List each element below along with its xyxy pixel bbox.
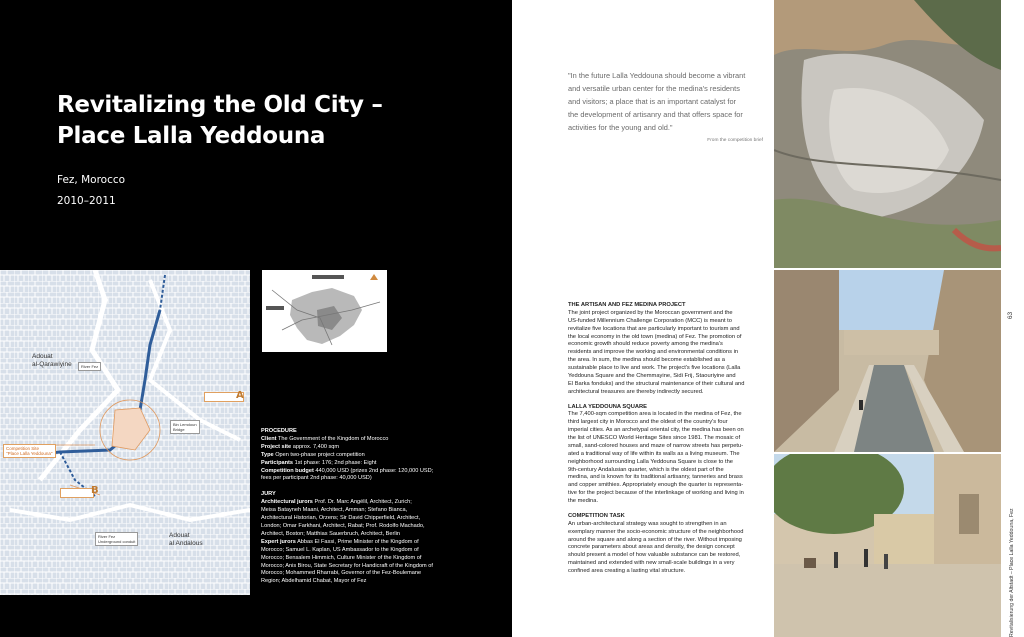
- box-bin-lemdoun: Bin Lemdoun Bridge: [170, 420, 200, 434]
- right-page: [512, 0, 1024, 637]
- square-photo-drawing: [774, 454, 1001, 637]
- body-text: [568, 302, 768, 576]
- jury-line: Region; Abdelhamid Chabat, Mayor of Fez: [261, 578, 367, 585]
- procedure-client: Client The Government of the Kingdom of Morocco: [261, 435, 389, 442]
- page-title: [57, 90, 477, 152]
- jury-heading: JURY: [261, 491, 276, 498]
- square-photo: [774, 454, 1001, 637]
- jury-line: Architect, Boston; Matthias Sauerbruch, Architect, Berlin: [261, 530, 400, 537]
- procedure-jury-block: [261, 428, 461, 586]
- label-adouat-qarawiyine: Adouat al-Qarawiyine: [32, 353, 72, 368]
- text-line: An urban-architectural strategy was sought to strengthen in an: [568, 520, 727, 527]
- canal-photo-drawing: [774, 270, 1001, 452]
- text-line: the area. In sum, the medina should become established as a: [568, 357, 725, 364]
- text-line: ated a traditional way of life within its walls as a living museum. The: [568, 450, 740, 457]
- quote-source: From the competition brief: [707, 138, 763, 143]
- text-line: third largest city in Morocco and the oldest of the country's four: [568, 419, 728, 426]
- side-running-caption: Revitalisierung der Altstadt – Place Lalla Yeddouna, Fez: [1009, 508, 1015, 637]
- text-line: exemplary manner the socio-economic structure of the neighborhood: [568, 528, 744, 535]
- page-number: 63: [1007, 311, 1015, 320]
- procedure-site: Project site approx. 7,400 sqm: [261, 443, 340, 450]
- text-line: The joint project organized by the Moroccan government and the: [568, 309, 733, 316]
- jury-line: Morocco; Mohammed Rharrabi, Governor of the Fez-Boulemane: [261, 570, 422, 577]
- text-line: around the square and along a section of the river. Without imposing: [568, 536, 742, 543]
- jury-line: Morocco; Samuel L. Kaplan, US Ambassador to the Kingdom of: [261, 546, 419, 553]
- location: Fez, Morocco: [57, 174, 126, 186]
- marker-b: B: [91, 485, 99, 496]
- text-line: the medina.: [568, 498, 599, 504]
- procedure-participants: Participants 1st phase: 176; 2nd phase: Eight: [261, 459, 377, 466]
- jury-line: Architectural Historian, Orzens; Sir David Chipperfield, Architect,: [261, 515, 421, 522]
- locator-map: [262, 270, 387, 352]
- quote: [568, 69, 768, 134]
- text-line: The 7,400-sqm competition area is located in the medina of Fez, the: [568, 411, 742, 418]
- text-line: the list of UNESCO World Heritage Sites since 1981. The mosaic of: [568, 435, 741, 441]
- quote-line: "In the future Lalla Yeddouna should become a vibrant: [568, 71, 746, 80]
- jury-line: London; Omar Farkhani, Architect, Rabat; Prof. Rodolfo Machado,: [261, 522, 425, 529]
- quote-line: and visitors; a place that is an important catalyst for: [568, 97, 737, 106]
- quote-line: the development of artisanry and that offers space for: [568, 110, 743, 119]
- text-line: 9th-century Andalusian quarter, which is the oldest part of the: [568, 466, 724, 473]
- box-river-underground: River Fez Underground conduit: [95, 532, 138, 546]
- text-line: concrete parameters about areas and density, the design concept: [568, 544, 735, 551]
- text-line: imperial cities. As an archetypal oriental city, the medina has been on: [568, 427, 744, 434]
- text-line: maintained and extended with new small-scale buildings in a very: [568, 560, 735, 567]
- locator-map-drawing: [262, 270, 387, 352]
- site-map: [0, 270, 250, 595]
- text-line: small, sand-colored houses and maze of narrow streets has perpetu-: [568, 442, 744, 449]
- aerial-photo: [774, 0, 1001, 268]
- label-adouat-andalous: Adouat al Andalous: [169, 532, 203, 547]
- text-line: confined area creating a lasting vital structure.: [568, 568, 686, 574]
- text-line: economic growth should reduce poverty among the medina's: [568, 341, 723, 348]
- procedure-heading: PROCEDURE: [261, 428, 297, 434]
- aerial-photo-drawing: [774, 0, 1001, 268]
- text-line: Yeddouna Square and the Chemmayine, Sidi Frij, Staouriyine and: [568, 372, 736, 379]
- procedure-type: Type Open two-phase project competition: [261, 451, 365, 458]
- title-line-1: Revitalizing the Old City –: [57, 92, 383, 118]
- quote-line: activities for the young and old.": [568, 123, 673, 132]
- site-map-drawing: [0, 270, 250, 595]
- section-heading: COMPETITION TASK: [568, 512, 625, 519]
- box-marker-b: [60, 488, 94, 498]
- text-line: residents and improve the working and environmental conditions in: [568, 349, 739, 356]
- marker-a: A: [236, 390, 244, 401]
- section-heading: THE ARTISAN AND FEZ MEDINA PROJECT: [568, 302, 686, 308]
- canal-photo: [774, 270, 1001, 452]
- jury-expert: Expert jurors Abbas El Fassi, Prime Minister of the Kingdom of: [261, 538, 419, 545]
- text-line: tive for the project because of the interlinkage of working and living in: [568, 490, 744, 497]
- text-line: and copper smithies. Appropriately enough the quarter is representa-: [568, 482, 744, 489]
- text-line: sustainable place to live and work. The project's five locations (Lalla: [568, 365, 741, 371]
- text-line: US-funded Millennium Challenge Corporation (MCC) is meant to: [568, 317, 732, 324]
- jury-line: Morocco; Bensalem Himmich, Culture Minister of the Kingdom of: [261, 554, 422, 561]
- jury-line: Meisa Batayneh Maani, Architect, Amman; Stefano Bianca,: [261, 507, 408, 514]
- text-line: the local economy in the old town (medina) of Fez. The promotion of: [568, 333, 742, 340]
- box-competition-site: Competition Site "Place Lalla Yeddouna": [3, 444, 56, 458]
- title-line-2: Place Lalla Yeddouna: [57, 123, 326, 149]
- quote-line: and versatile urban center for the medina's residents: [568, 84, 740, 93]
- text-line: architectural treasures are thereby indirectly secured.: [568, 388, 704, 395]
- procedure-budget-2: fees per participant 2nd phase: 40,000 USD): [261, 475, 372, 482]
- text-line: medina, and is known for its traditional artisanry, tanneries and brass: [568, 474, 743, 481]
- procedure-budget: Competition budget 440,000 USD (prizes 2nd phase: 120,000 USD;: [261, 467, 434, 474]
- text-line: neighborhood surrounding Lalla Yeddouna Square is close to the: [568, 458, 733, 465]
- section-heading: LALLA YEDDOUNA SQUARE: [568, 403, 648, 410]
- jury-line: Morocco; Anis Birou, State Secretary for Handicraft of the Kingdom of: [261, 562, 433, 569]
- text-line: revitalize five locations that are particularly important to tourism and: [568, 325, 740, 332]
- years: 2010–2011: [57, 195, 116, 207]
- box-river-fez: River Fez: [78, 362, 101, 371]
- text-line: should present a model of how valuable substance can be restored,: [568, 552, 741, 559]
- jury-architectural: Architectural jurors Prof. Dr. Marc Angélil, Architect, Zurich;: [261, 499, 412, 506]
- text-line: El Barka fonduks) and the structural maintenance of their cultural and: [568, 380, 745, 387]
